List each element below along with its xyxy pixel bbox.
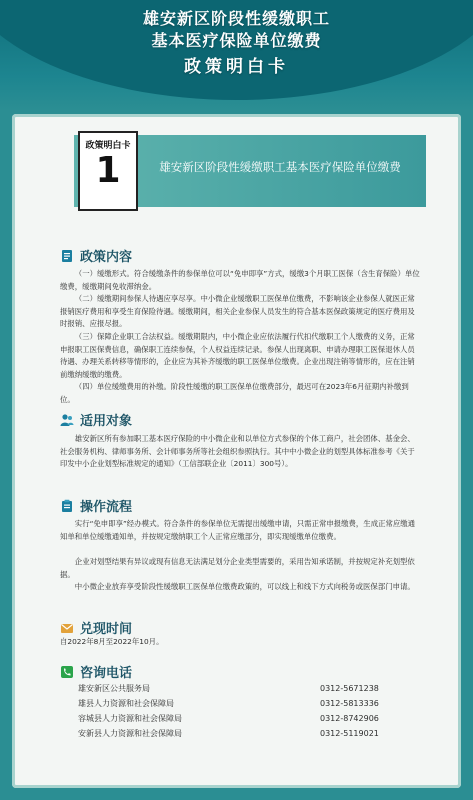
badge-number: 1 [95,150,121,191]
section-contact-heading [60,662,132,681]
policy-paragraph-1: （一）缓缴形式。符合缓缴条件的参保单位可以“免申即享”方式，缓缴3个月职工医保（含生育保险）单位缴费，缓缴期间免收滞纳金。 [60,269,420,291]
title-line-1: 雄安新区阶段性缓缴职工 [142,9,330,28]
policy-paragraph-3: （三）保障企业职工合法权益。缓缴期限内，中小微企业应依法履行代扣代缴职工个人缴费的义务，正常申报职工医保费信息，确保职工连续参保，个人权益连续记录。参保人出现离职、申请办理职工医保退休人员待遇、办理关系转移等情形的，企业应为其补齐缓缴的职工医保单位缴费。企业出现注销等情形的，应在注销前缴纳缓缴的缴费。 [60,332,415,379]
contact-phone: 0312-5671238 [320,684,379,693]
contact-name: 安新县人力资源和社会保障局 [78,729,182,738]
contact-row [78,696,398,711]
section-policy-title: 政策内容 [80,250,133,265]
section-process-heading [60,496,132,515]
contact-phone: 0312-5813336 [320,699,379,708]
section-contact-title: 咨询电话 [80,666,133,681]
process-paragraph-3: 中小微企业放弃享受阶段性缓缴职工医保单位缴费政策的，可以线上和线下方式向税务或医保部门申请。 [74,582,415,591]
title-line-2: 基本医疗保险单位缴费 [151,31,322,50]
target-paragraph: 雄安新区所有参加职工基本医疗保险的中小微企业和以单位方式参保的个体工商户，社会团体、基金会、社会服务机构、律师事务所、会计师事务所等社会组织参照执行。其中中小微企业的划型具体标准参考《关于印发中小企业划型标准规定的通知》（工信部联企业〔2011〕300号）。 [60,434,415,469]
contact-name: 雄安新区公共服务局 [78,684,150,693]
process-paragraph-2: 企业对划型结果有异议或现有信息无法满足划分企业类型需要的，采用告知承诺制，并按规定补充划型依据。 [60,557,415,579]
banner-title: 雄安新区阶段性缓缴职工基本医疗保险单位缴费 [159,160,401,174]
title-line-3: 政策明白卡 [184,57,289,77]
contact-row [78,711,398,726]
process-paragraph-1: 实行“免申即享”经办模式。符合条件的参保单位无需提出缓缴申请，只需正常申报缴费，生成正常应缴通知单和单位缓缴通知单，并按规定缴纳职工个人正常应缴部分，即实现缓缴单位缴费。 [60,519,416,541]
phone-icon [60,665,74,679]
section-time-heading [60,618,132,637]
section-policy-heading [60,246,132,265]
section-target-title: 适用对象 [80,414,133,429]
badge-label: 政策明白卡 [85,141,131,151]
time-paragraph: 自2022年8月至2022年10月。 [60,637,164,646]
policy-card-badge [78,131,138,211]
contact-row [78,681,398,696]
section-time-title: 兑现时间 [80,622,133,637]
people-icon [60,413,74,427]
contact-row [78,726,398,741]
contact-name: 雄县人力资源和社会保障局 [78,699,174,708]
section-process-title: 操作流程 [80,500,133,515]
contact-list [78,681,398,741]
contact-phone: 0312-8742906 [320,714,379,723]
envelope-icon [60,621,74,635]
policy-paragraph-2: （二）缓缴期间参保人待遇应享尽享。中小微企业缓缴职工医保单位缴费，不影响该企业参保人就医正常报销医疗费用和享受生育保险待遇。缓缴期间，相关企业参保人员发生的符合基本医保政策规定的医疗费用及时报销、应报尽报。 [60,294,415,329]
clipboard-icon [60,499,74,513]
section-target-heading [60,410,132,429]
document-icon [60,249,74,263]
contact-name: 容城县人力资源和社会保障局 [78,714,182,723]
policy-paragraph-4: （四）单位缓缴费用的补缴。阶段性缓缴的职工医保单位缴费部分，最迟可在2023年6月征期内补缴到位。 [60,382,409,404]
contact-phone: 0312-5119021 [320,729,379,738]
